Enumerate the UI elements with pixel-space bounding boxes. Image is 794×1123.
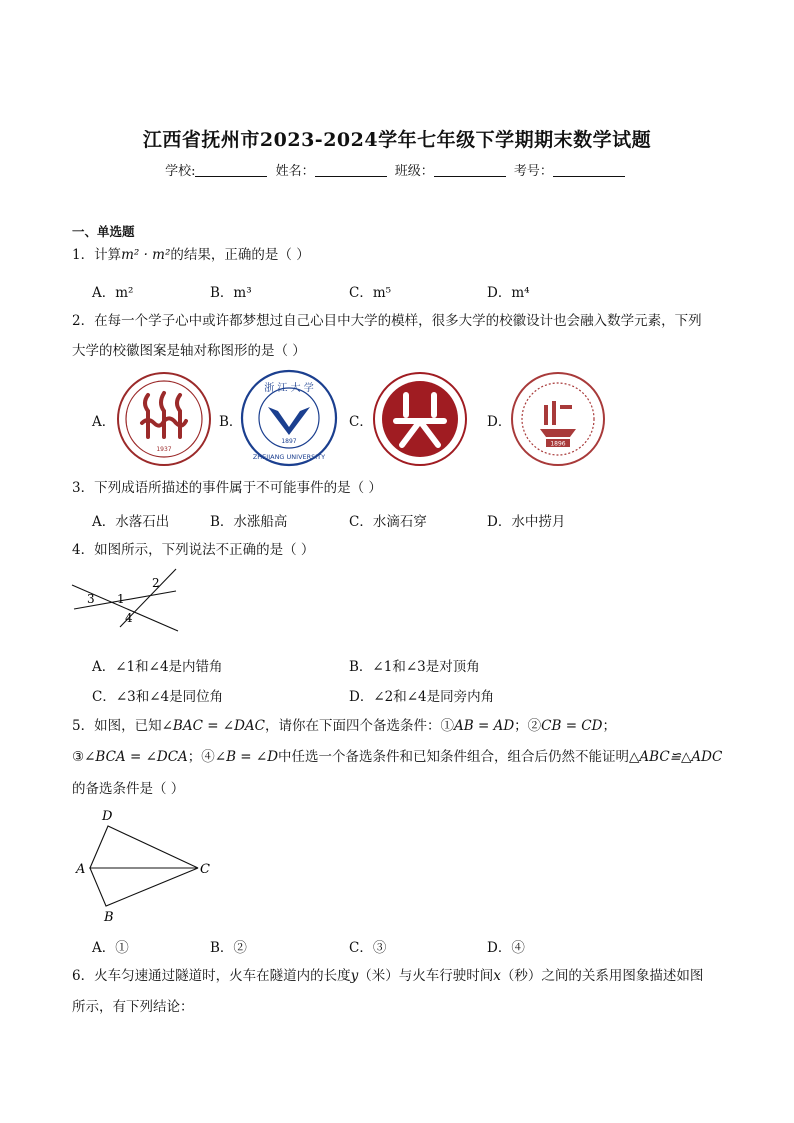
number-label: 考号： (513, 164, 553, 179)
badge-d-year: 1896 (550, 440, 566, 448)
q1-expression: m² · m² (121, 247, 171, 263)
q1-option-d[interactable]: D．m⁴ (487, 285, 530, 301)
q5-l2-a: ③ (72, 749, 85, 765)
q1-option-b[interactable]: B．m³ (210, 285, 252, 301)
q4-option-c[interactable]: C．∠3和∠4是同位角 (92, 689, 224, 705)
q5-option-d[interactable]: D．④ (487, 940, 525, 956)
badge-c-image (372, 371, 468, 467)
badge-b-year: 1897 (281, 438, 297, 445)
q4-angle-3: 3 (87, 592, 95, 606)
class-label: 班级： (394, 164, 434, 179)
badge-a-flames (142, 393, 186, 437)
q1-option-c[interactable]: C．m⁵ (349, 285, 392, 301)
q5-triangle-abc (90, 868, 198, 906)
question-4-stem: 4．如图所示，下列说法不正确的是（ ） (72, 542, 315, 558)
question-5-line-2 (72, 748, 752, 766)
q5-label-a: A (76, 862, 86, 877)
page-title: 江西省抚州市2023-2024学年七年级下学期期末数学试题 (142, 129, 652, 151)
q6-l1-a: 6．火车匀速通过隧道时，火车在隧道内的长度 (72, 968, 351, 984)
q2-option-a-label[interactable]: A． (92, 414, 116, 430)
q4-angle-2: 2 (152, 576, 160, 590)
question-2-line-2: 大学的校徽图案是轴对称图形的是（ ） (72, 343, 306, 359)
q5-l2-c: 中任选一个备选条件和已知条件组合，组合后仍然不能证明 (278, 749, 630, 765)
question-5-line-3: 的备选条件是（ ） (72, 781, 185, 797)
badge-b-image (240, 369, 338, 467)
class-blank (434, 164, 506, 177)
number-blank (553, 164, 625, 177)
q5-l1-e: ； (602, 718, 616, 734)
q5-l1-a: 5．如图，已知 (72, 718, 162, 734)
q5-l1-b: ，请你在下面四个备选条件：① (265, 718, 455, 734)
q6-var-y: y (350, 968, 359, 984)
name-blank (315, 164, 387, 177)
badge-d-image (510, 371, 606, 467)
school-blank (195, 164, 267, 177)
q1-option-a[interactable]: A．m² (92, 285, 134, 301)
q2-option-c-label[interactable]: C． (349, 414, 373, 430)
q5-triangle-adc (90, 826, 198, 868)
q2-option-d-label[interactable]: D． (487, 414, 512, 430)
badge-a-image (116, 371, 212, 467)
q5-label-b: B (104, 910, 114, 925)
q4-angle-1: 1 (117, 592, 125, 606)
q5-cond-3: ∠BCA = ∠DCA (84, 749, 188, 765)
q5-l2-b: ；④ (187, 749, 215, 765)
q5-option-a[interactable]: A．① (92, 940, 129, 956)
question-6-line-1 (72, 967, 732, 985)
q6-var-x: x (493, 968, 501, 984)
name-label: 姓名： (275, 164, 315, 179)
q1-stem-a: 1．计算 (72, 247, 122, 263)
q5-cond-2: CB = CD (541, 718, 603, 734)
q3-option-c[interactable]: C．水滴石穿 (349, 514, 427, 530)
q6-l1-b: （米）与火车行驶时间 (358, 968, 494, 984)
student-info-line (0, 160, 794, 179)
question-5-line-1 (72, 717, 732, 735)
q4-option-d[interactable]: D．∠2和∠4是同旁内角 (349, 689, 495, 705)
q2-option-b-label[interactable]: B． (219, 414, 243, 430)
badge-d-outer-ring (512, 373, 604, 465)
q3-option-a[interactable]: A．水落石出 (92, 514, 170, 530)
q4-figure (68, 565, 188, 637)
q5-figure (72, 806, 222, 928)
q3-option-b[interactable]: B．水涨船高 (210, 514, 288, 530)
badge-b-english: ZHEJIANG UNIVERSITY (252, 453, 326, 461)
badge-a-year: 1937 (156, 446, 172, 453)
q6-l1-c: （秒）之间的关系用图象描述如图 (500, 968, 704, 984)
question-3-stem: 3．下列成语所描述的事件属于不可能事件的是（ ） (72, 480, 382, 496)
question-2-line-1: 2．在每一个学子心中或许都梦想过自己心目中大学的模样，很多大学的校徽设计也会融入数学元素，下列 (72, 313, 702, 329)
q5-label-d: D (102, 809, 113, 824)
q5-l2-expr: △ABC≌△ADC (629, 749, 723, 765)
q4-angle-4: 4 (125, 611, 133, 625)
q5-l1-d: ；② (514, 718, 542, 734)
q5-cond-1: AB = AD (454, 718, 515, 734)
q4-option-a[interactable]: A．∠1和∠4是内错角 (92, 659, 223, 675)
q5-cond-4: ∠B = ∠D (214, 749, 279, 765)
q5-l1-expr: ∠BAC = ∠DAC (161, 718, 266, 734)
q5-option-c[interactable]: C．③ (349, 940, 387, 956)
badge-b-chinese: 浙 江 大 学 (264, 383, 314, 394)
q5-label-c: C (200, 862, 210, 877)
question-1-stem (72, 246, 732, 264)
q1-stem-b: 的结果，正确的是（ ） (170, 247, 310, 263)
q5-option-b[interactable]: B．② (210, 940, 247, 956)
q4-option-b[interactable]: B．∠1和∠3是对顶角 (349, 659, 480, 675)
question-6-line-2: 所示，有下列结论： (72, 999, 194, 1015)
school-label: 学校: (165, 164, 196, 179)
q3-option-d[interactable]: D．水中捞月 (487, 514, 566, 530)
section-heading: 一、单选题 (72, 224, 135, 239)
